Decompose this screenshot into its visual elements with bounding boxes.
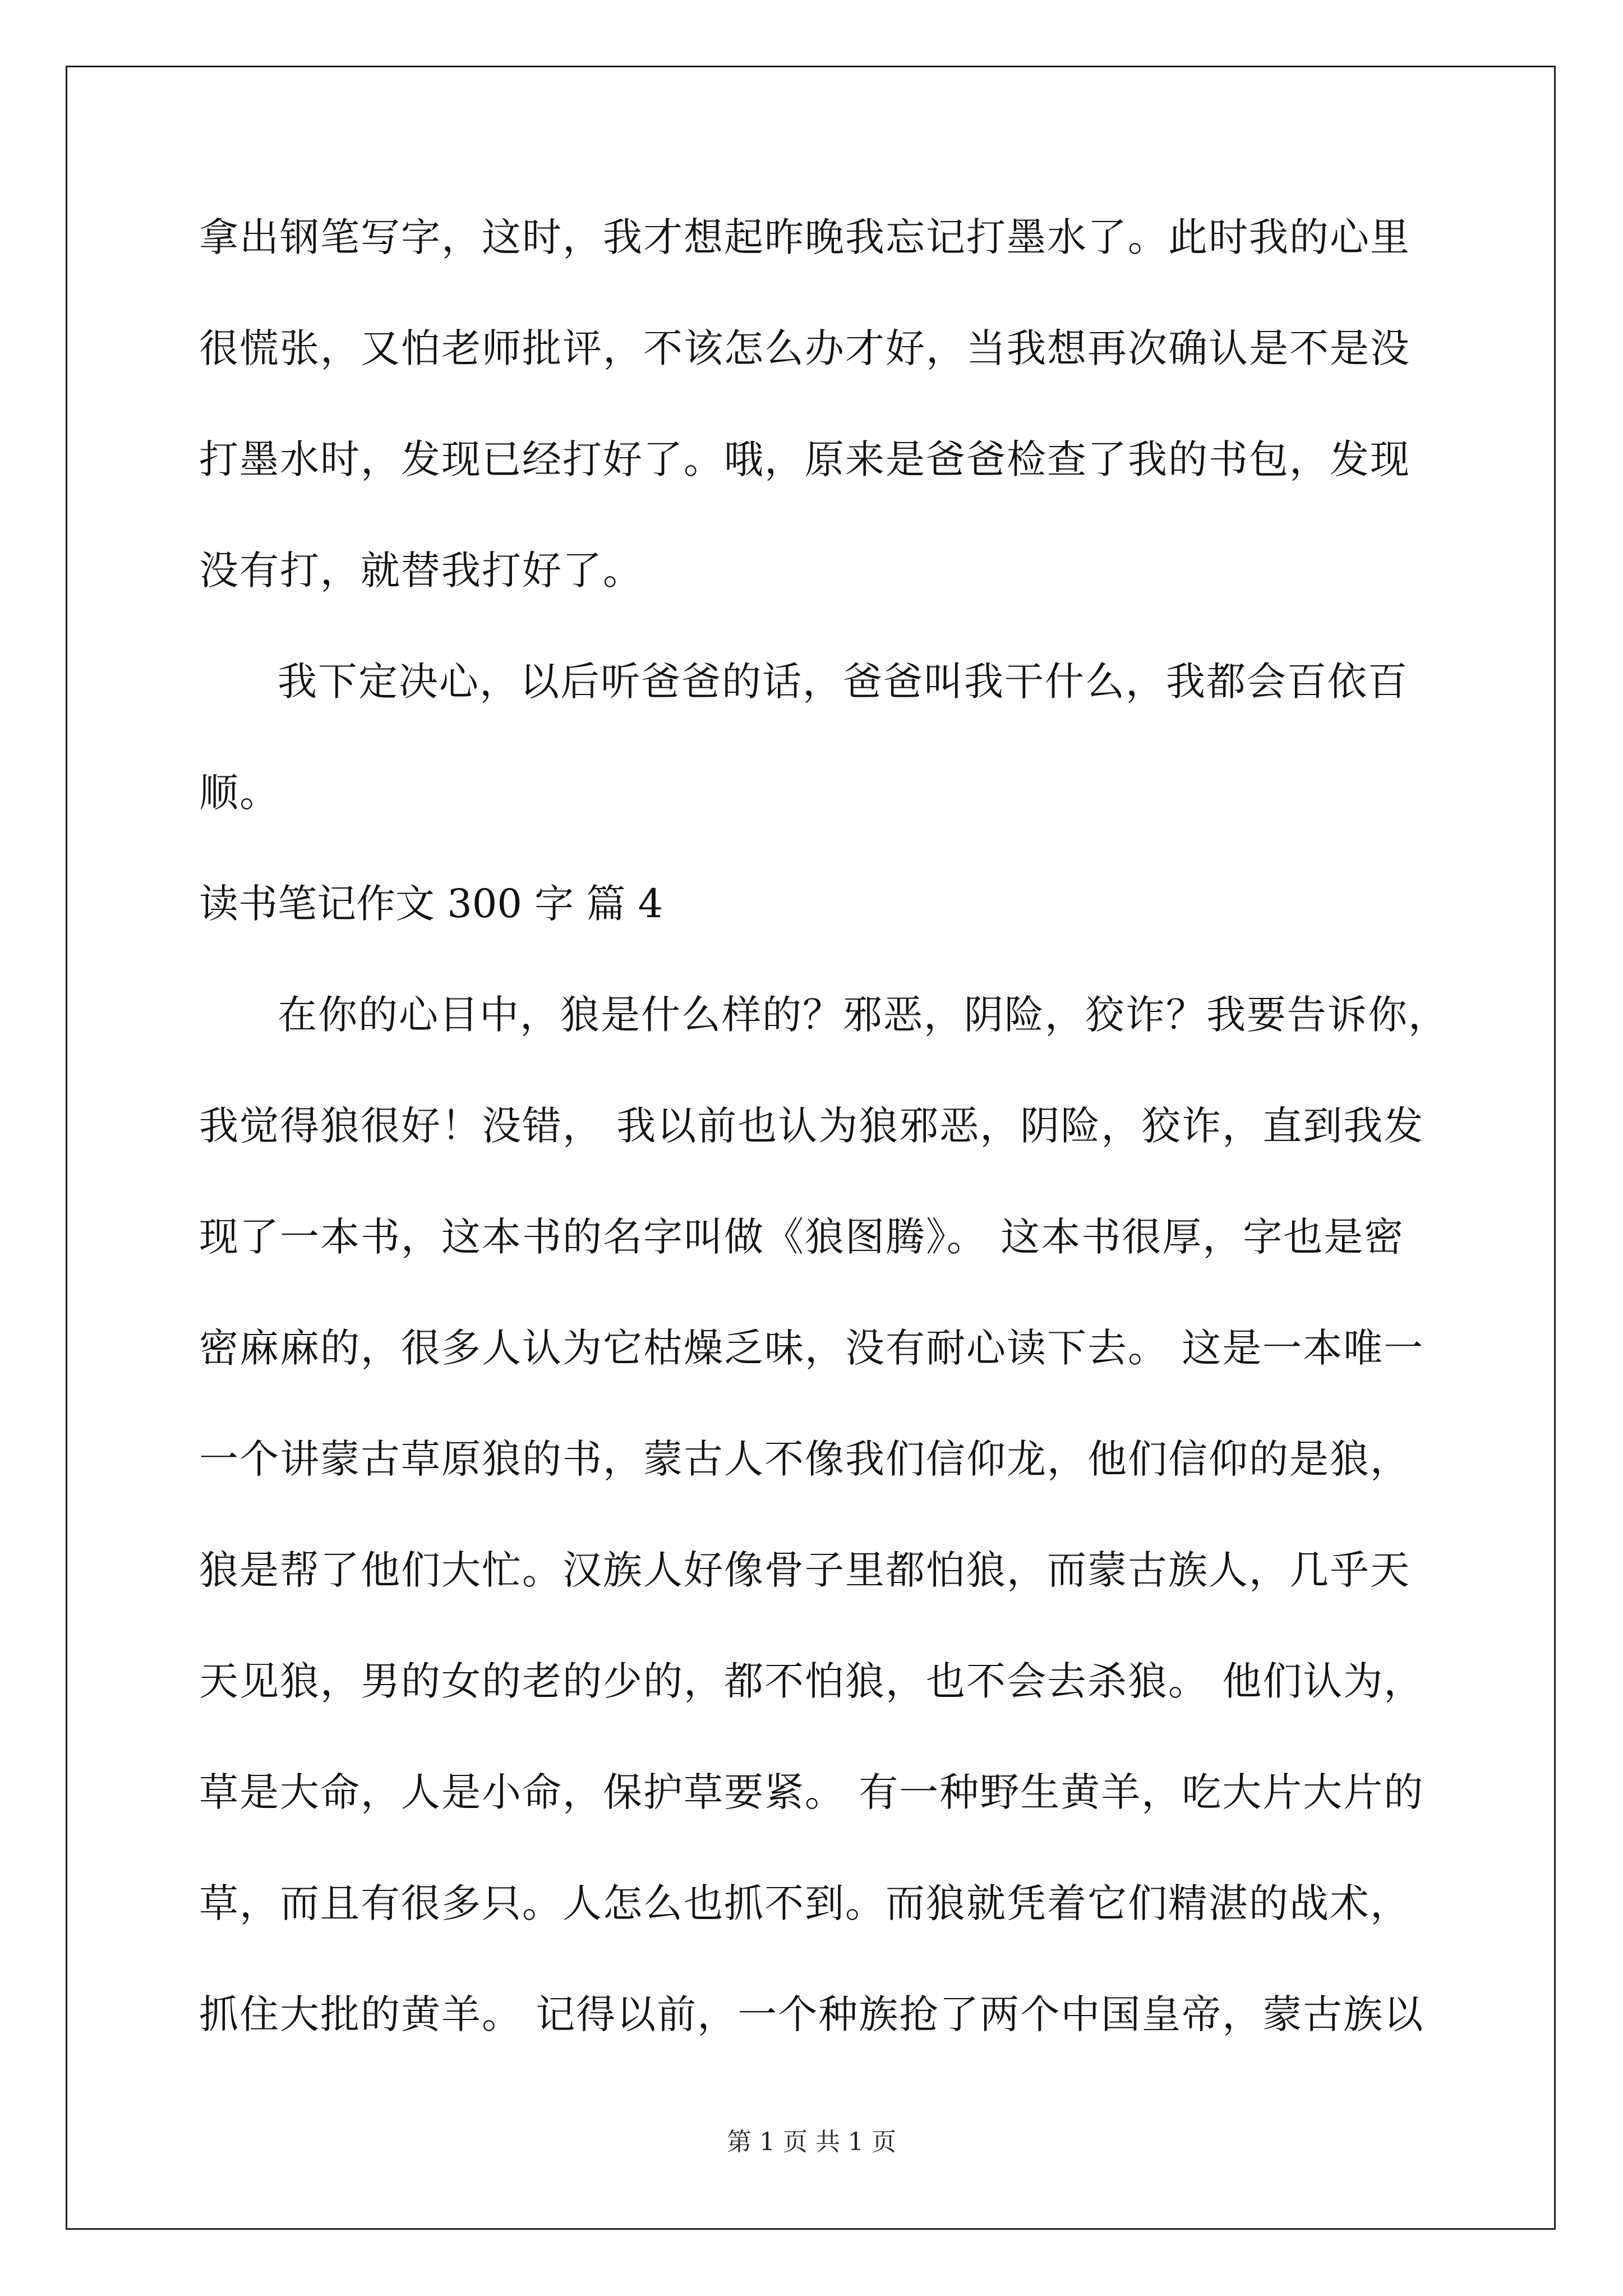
text-line: 草是大命，人是小命，保护草要紧。 有一种野生黄羊，吃大片大片的 <box>199 1769 1424 1815</box>
text-line: 一个讲蒙古草原狼的书，蒙古人不像我们信仰龙，他们信仰的是狼， <box>199 1436 1410 1482</box>
text-line: 打墨水时，发现已经打好了。哦，原来是爸爸检查了我的书包，发现 <box>199 436 1410 482</box>
text-line: 天见狼，男的女的老的少的，都不怕狼，也不会去杀狼。 他们认为， <box>199 1658 1424 1704</box>
text-line: 密麻麻的，很多人认为它枯燥乏味，没有耐心读下去。 这是一本唯一 <box>199 1325 1424 1371</box>
page-footer: 第 1 页 共 1 页 <box>727 2128 896 2156</box>
text-line: 抓住大批的黄羊。 记得以前，一个种族抢了两个中国皇帝，蒙古族以 <box>199 1991 1424 2037</box>
text-line: 顺。 <box>199 770 280 816</box>
text-line: 现了一本书，这本书的名字叫做《狼图腾》。 这本书很厚，字也是密 <box>199 1214 1405 1260</box>
text-line: 没有打，就替我打好了。 <box>199 547 643 593</box>
text-line: 我下定决心，以后听爸爸的话，爸爸叫我干什么，我都会百依百 <box>278 659 1408 705</box>
paragraph-2 <box>199 659 1427 816</box>
section-heading: 读书笔记作文 300 字 篇 4 <box>199 881 663 927</box>
paragraph-1 <box>199 214 1427 593</box>
text-line: 拿出钢笔写字，这时，我才想起昨晚我忘记打墨水了。此时我的心里 <box>199 214 1410 260</box>
text-line: 很慌张，又怕老师批评，不该怎么办才好，当我想再次确认是不是没 <box>199 325 1410 371</box>
paragraph-3 <box>199 992 1449 2037</box>
text-line: 草，而且有很多只。人怎么也抓不到。而狼就凭着它们精湛的战术， <box>199 1880 1410 1926</box>
text-line: 在你的心目中，狼是什么样的？邪恶，阴险，狡诈？我要告诉你， <box>278 992 1449 1038</box>
text-line: 狼是帮了他们大忙。汉族人好像骨子里都怕狼，而蒙古族人，几乎天 <box>199 1547 1410 1593</box>
text-line: 我觉得狼很好！没错， 我以前也认为狼邪恶，阴险，狡诈，直到我发 <box>199 1103 1424 1149</box>
document-body <box>199 214 1449 2106</box>
